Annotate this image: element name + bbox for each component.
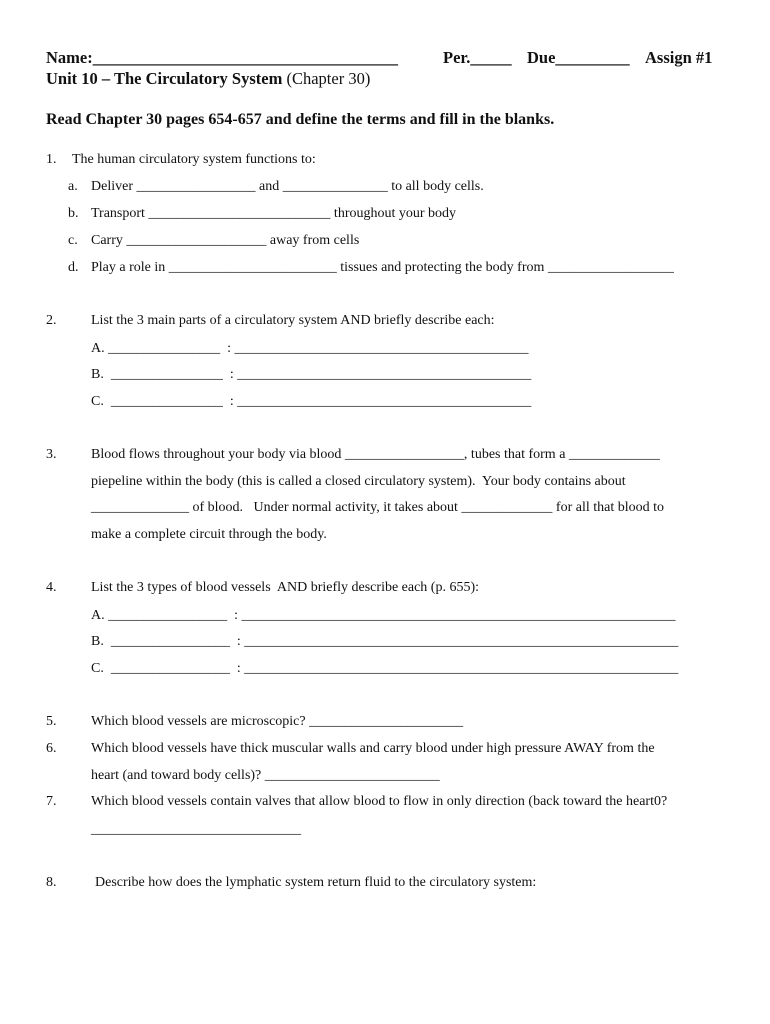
q4-number: 4. <box>46 580 57 595</box>
unit-name: Unit 10 – The Circulatory System <box>46 69 283 88</box>
q1-item-b[interactable]: Transport __________________________ throughout your body <box>91 206 457 221</box>
q6-answer[interactable]: heart (and toward body cells)? _________________________ <box>91 768 440 783</box>
q4-text: List the 3 types of blood vessels AND briefly describe each (p. 655): <box>91 580 480 595</box>
q6-text: Which blood vessels have thick muscular walls and carry blood under high pressure AWAY from the <box>91 741 655 756</box>
q1-item-c[interactable]: Carry ____________________ away from cells <box>91 233 360 248</box>
q3-number: 3. <box>46 447 57 462</box>
q4-item-c[interactable]: C. _________________ : ______________________________________________________________ <box>91 661 679 676</box>
q4-item-a[interactable]: A. _________________ : ______________________________________________________________ <box>91 608 676 623</box>
q7-answer[interactable]: ______________________________ <box>91 822 301 837</box>
q2-number: 2. <box>46 313 57 328</box>
q3-line: piepeline within the body (this is called a closed circulatory system). Your body contains about <box>91 474 626 489</box>
assignment-number: Assign #1 <box>645 48 713 67</box>
name-field[interactable]: Name:_____________________________________ <box>46 48 398 67</box>
q1-item-letter: a. <box>68 179 78 194</box>
q7-text: Which blood vessels contain valves that allow blood to flow in only direction (back toward the heart0? <box>91 794 668 809</box>
q2-item-b[interactable]: B. ________________ : __________________________________________ <box>91 367 532 382</box>
q3-line[interactable]: Blood flows throughout your body via blood _________________, tubes that form a _____________ <box>91 447 660 462</box>
q2-item-a[interactable]: A. ________________ : __________________________________________ <box>91 341 529 356</box>
q7-number: 7. <box>46 794 57 809</box>
unit-title <box>46 69 370 88</box>
q1-item-d[interactable]: Play a role in ________________________ tissues and protecting the body from __________________ <box>91 260 674 275</box>
q2-item-c[interactable]: C. ________________ : __________________________________________ <box>91 394 532 409</box>
q3-line: make a complete circuit through the body. <box>91 527 327 542</box>
due-field[interactable]: Due_________ <box>527 48 630 67</box>
q1-item-letter: c. <box>68 233 78 248</box>
q5-text[interactable]: Which blood vessels are microscopic? ______________________ <box>91 714 464 729</box>
q8-number: 8. <box>46 875 57 890</box>
q8-text: Describe how does the lymphatic system return fluid to the circulatory system: <box>95 875 537 890</box>
q6-number: 6. <box>46 741 57 756</box>
q3-line[interactable]: ______________ of blood. Under normal activity, it takes about _____________ for all that blood to <box>91 500 665 515</box>
q2-text: List the 3 main parts of a circulatory system AND briefly describe each: <box>91 313 495 328</box>
q1-text: The human circulatory system functions to: <box>72 152 316 167</box>
q1-item-letter: d. <box>68 260 79 275</box>
q1-item-a[interactable]: Deliver _________________ and _______________ to all body cells. <box>91 179 484 194</box>
q4-item-b[interactable]: B. _________________ : ______________________________________________________________ <box>91 634 679 649</box>
instructions: Read Chapter 30 pages 654-657 and define the terms and fill in the blanks. <box>46 111 555 128</box>
unit-chapter: (Chapter 30) <box>282 69 371 88</box>
q1-number: 1. <box>46 152 57 167</box>
q5-number: 5. <box>46 714 57 729</box>
period-field[interactable]: Per._____ <box>443 48 512 67</box>
q1-item-letter: b. <box>68 206 79 221</box>
